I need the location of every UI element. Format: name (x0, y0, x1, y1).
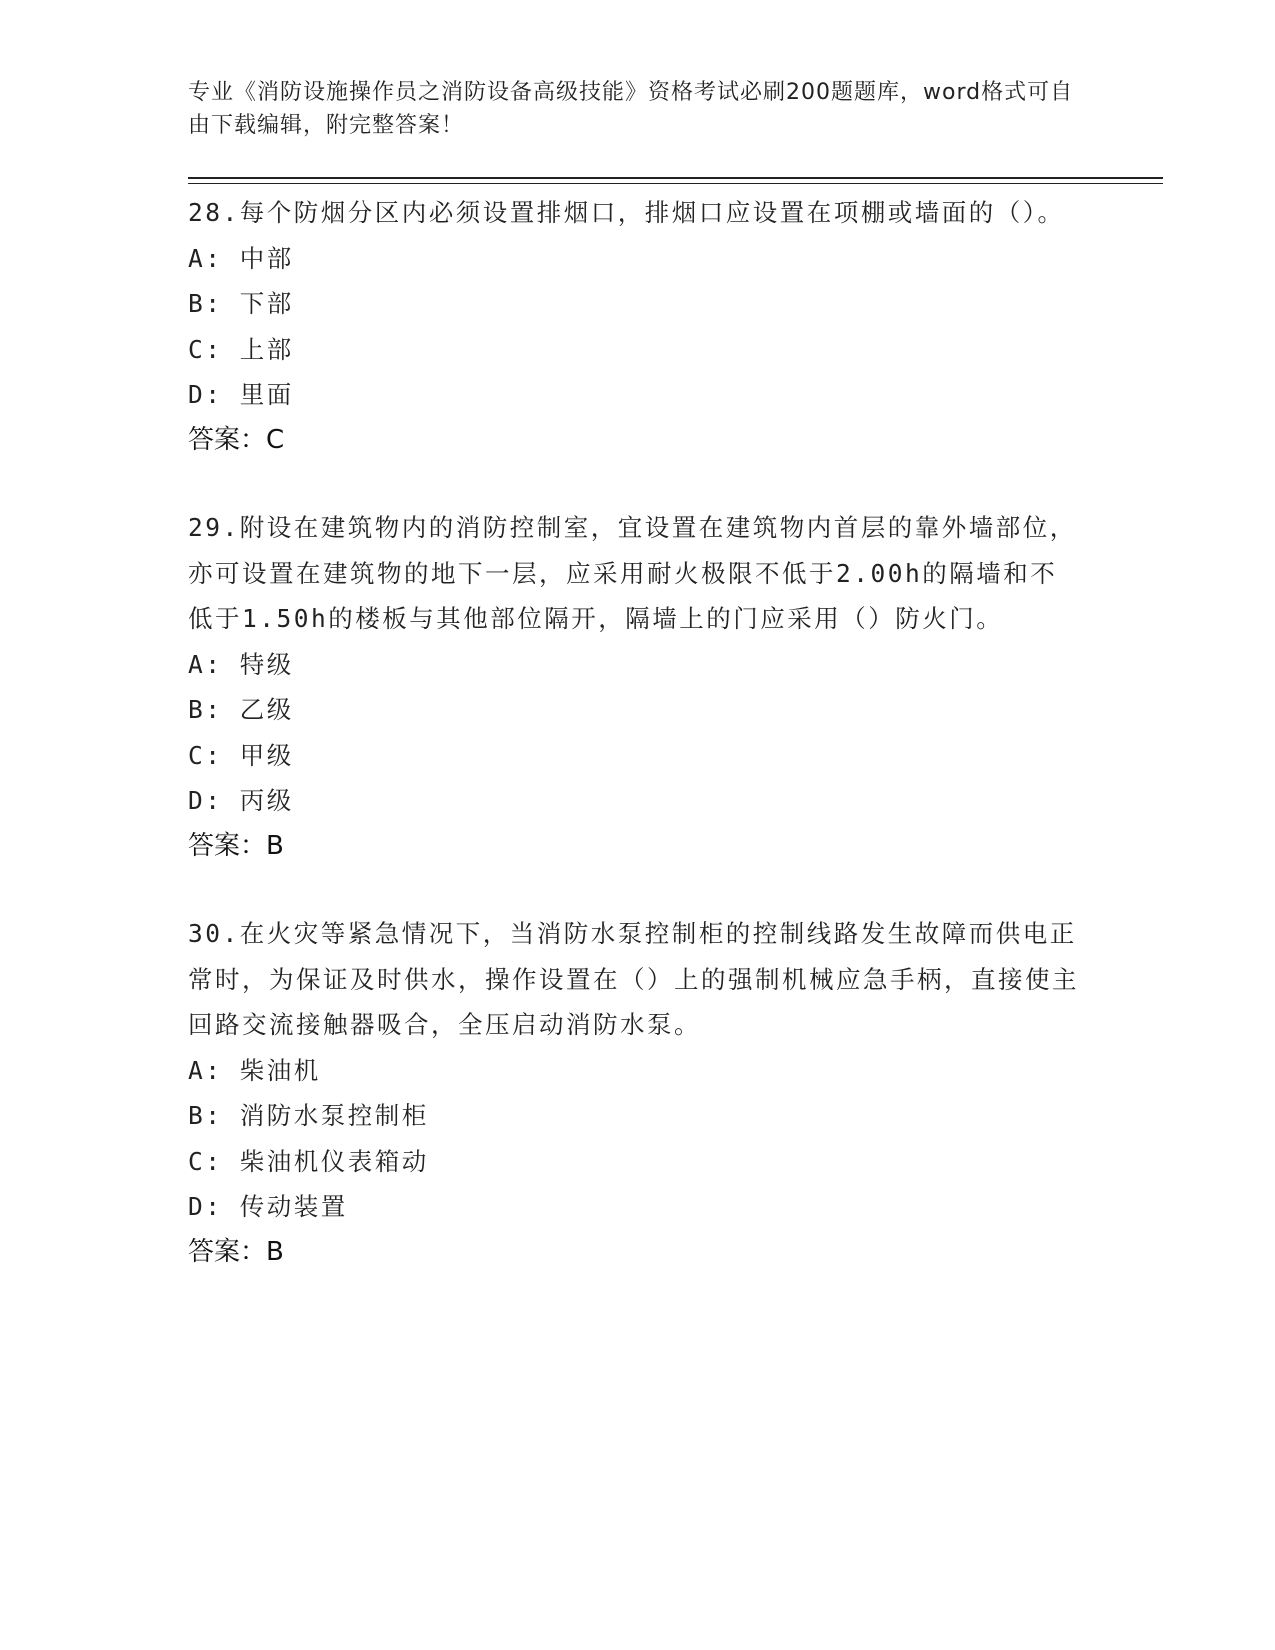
option-c (188, 1139, 1083, 1185)
option-letter: B: (188, 695, 223, 724)
question-stem: 30.在火灾等紧急情况下，当消防水泵控制柜的控制线路发生故障而供电正常时，为保证及时供水，操作设置在（）上的强制机械应急手柄，直接使主回路交流接触器吸合，全压启动消防水泵。 (188, 919, 1079, 1039)
question-list (188, 190, 1083, 1317)
option-text: 下部 (239, 289, 294, 318)
option-letter: D: (188, 380, 223, 409)
option-text: 里面 (239, 380, 294, 409)
option-b (188, 281, 1083, 327)
option-text: 消防水泵控制柜 (239, 1101, 429, 1130)
option-text: 中部 (239, 243, 294, 273)
option-c (188, 733, 1083, 779)
option-text: 柴油机仪表箱动 (239, 1146, 429, 1176)
option-b (188, 687, 1083, 733)
option-letter: D: (188, 786, 223, 815)
option-text: 丙级 (239, 786, 294, 815)
option-letter: C: (188, 1146, 223, 1176)
option-text: 甲级 (239, 740, 294, 770)
option-letter: A: (188, 649, 223, 679)
option-c (188, 327, 1083, 373)
option-letter: B: (188, 1101, 223, 1130)
option-d (188, 372, 1083, 418)
option-text: 传动装置 (239, 1192, 348, 1221)
question-28 (188, 190, 1083, 463)
answer-line: 答案：B (188, 1236, 284, 1267)
option-letter: A: (188, 1055, 223, 1085)
header-divider-thin (188, 183, 1163, 184)
option-a (188, 642, 1083, 688)
question-stem: 29.附设在建筑物内的消防控制室，宜设置在建筑物内首层的靠外墙部位，亦可设置在建筑物的地下一层，应采用耐火极限不低于2.00h的隔墙和不低于1.50h的楼板与其他部位隔开，隔墙上的门应采用（）防火门。 (188, 513, 1077, 633)
option-text: 上部 (239, 334, 294, 364)
header-divider-thick (188, 177, 1163, 179)
option-a (188, 236, 1083, 282)
option-b (188, 1093, 1083, 1139)
option-d (188, 1184, 1083, 1230)
option-letter: D: (188, 1192, 223, 1221)
question-stem: 28.每个防烟分区内必须设置排烟口，排烟口应设置在项棚或墙面的（）。 (188, 198, 1065, 227)
answer-line: 答案：C (188, 424, 285, 455)
answer-line: 答案：B (188, 830, 284, 861)
option-letter: B: (188, 289, 223, 318)
option-text: 特级 (239, 649, 294, 679)
question-30 (188, 911, 1083, 1275)
document-header: 专业《消防设施操作员之消防设备高级技能》资格考试必刷200题题库，word格式可自由下载编辑，附完整答案！ (188, 80, 1074, 138)
option-text: 乙级 (239, 695, 294, 724)
option-letter: A: (188, 243, 223, 273)
option-text: 柴油机 (239, 1055, 321, 1085)
option-letter: C: (188, 740, 223, 770)
option-d (188, 778, 1083, 824)
option-letter: C: (188, 334, 223, 364)
question-29 (188, 505, 1083, 869)
option-a (188, 1048, 1083, 1094)
